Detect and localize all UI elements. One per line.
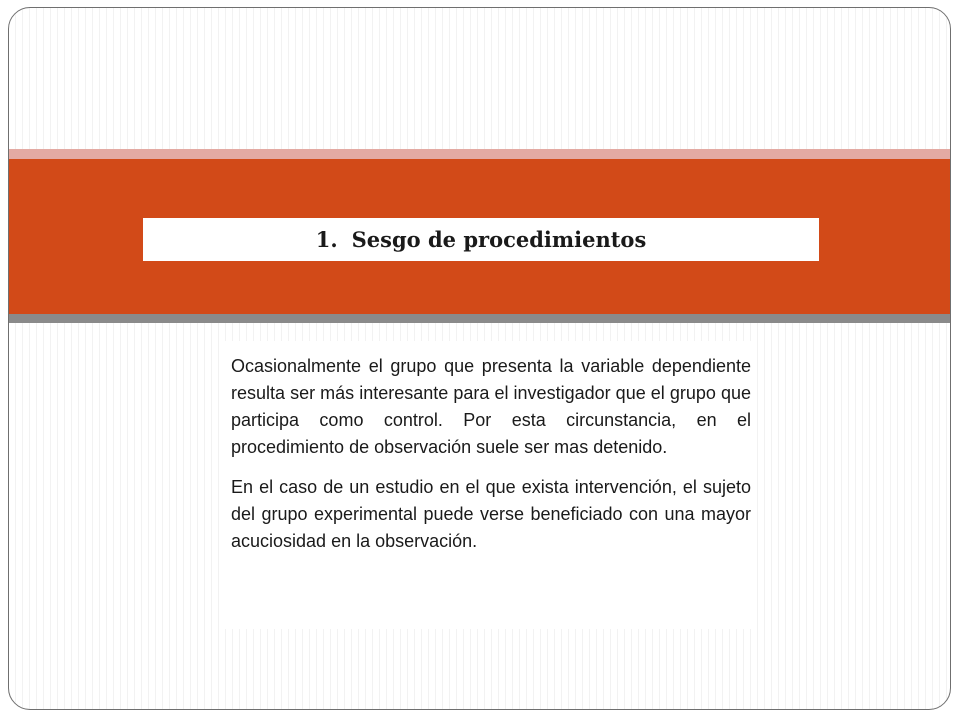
title-number: 1. (315, 227, 338, 252)
title-box (143, 218, 819, 261)
body-text-box (222, 341, 756, 629)
paragraph-2: En el caso de un estudio en el que exista intervención, el sujeto del grupo experimental puede verse beneficiado con una mayor acuciosidad en la observación. (231, 477, 751, 551)
title-text: Sesgo de procedimientos (351, 227, 647, 252)
slide (8, 7, 951, 710)
title-band-bottom-stripe (9, 314, 950, 323)
slide-title (316, 227, 647, 252)
title-band-top-stripe (9, 149, 950, 159)
paragraph-1: Ocasionalmente el grupo que presenta la variable dependiente resulta ser más interesante para el investigador que el grupo que participa como control. Por esta circunstancia, en el procedimiento de observación suele ser mas detenido. (231, 356, 751, 457)
